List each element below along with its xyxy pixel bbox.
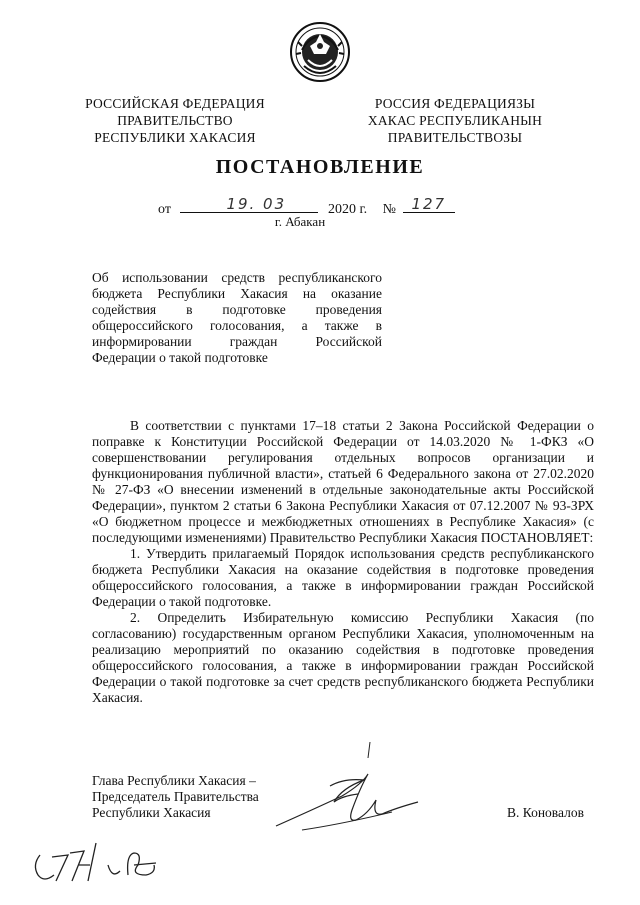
- handwritten-scribble: [30, 835, 170, 890]
- subject-block: [92, 270, 382, 366]
- header-right-line-1: РОССИЯ ФЕДЕРАЦИЯЗЫ: [374, 96, 536, 111]
- header-left-line-1: РОССИЙСКАЯ ФЕДЕРАЦИЯ: [85, 96, 265, 111]
- subject-line: Федерации о такой подготовке: [92, 350, 268, 365]
- number-sign: №: [382, 202, 396, 217]
- subject-line: содействия в подготовке проведения: [92, 302, 382, 317]
- signatory-name: В. Коновалов: [507, 805, 584, 820]
- signatory-position-line: Глава Республики Хакасия –: [92, 773, 256, 788]
- number-handwritten: 127: [411, 195, 447, 213]
- body-text: [92, 418, 594, 706]
- header-right: [350, 95, 560, 146]
- header-right-line-3: ПРАВИТЕЛЬСТВОЗЫ: [387, 130, 523, 145]
- preamble-paragraph: В соответствии с пунктами 17–18 статьи 2 Закона Российской Федерации о поправке к Конституции Российской Федерации от 14.03.2020 № 1-ФКЗ «О совершенствовании регулирования отдельных вопросов организации и функционирования публичной власти», статьей 6 Федерального закона от 27.02.2020 № 27-ФЗ «О внесении изменений в отдельные законодательные акты Российской Федерации», пунктом 2 статьи 6 Закона Республики Хакасия от 07.12.2007 № 93-ЗРХ «О бюджетном процессе и межбюджетных отношениях в Республике Хакасия» (с последующими изменениями) Правительство Республики Хакасия ПОСТАНОВЛЯЕТ:: [92, 418, 594, 545]
- year-label: 2020 г.: [327, 202, 368, 217]
- signatory-position-line: Председатель Правительства: [92, 789, 259, 804]
- number-blank: [403, 195, 455, 213]
- subject-line: общероссийского голосования, а также в: [92, 318, 382, 333]
- signatory-position: [92, 773, 259, 821]
- subject-line: информировании граждан Российской: [92, 334, 382, 349]
- coat-of-arms-icon: [288, 20, 352, 84]
- header-right-line-2: ХАКАС РЕСПУБЛИКАНЫН: [367, 113, 543, 128]
- date-blank: [180, 195, 318, 213]
- header-left-line-3: РЕСПУБЛИКИ ХАКАСИЯ: [94, 130, 256, 145]
- handwritten-signature: [272, 738, 422, 848]
- signatory-position-line: Республики Хакасия: [92, 805, 211, 820]
- item-1-paragraph: 1. Утвердить прилагаемый Порядок использования средств республиканского бюджета Республики Хакасия на оказание содействия в подготовке проведения общероссийского голосования, а также в информировании граждан Российской Федерации о такой подготовке.: [92, 546, 594, 609]
- subject-line: бюджета Республики Хакасия на оказание: [92, 286, 382, 301]
- from-label: от: [158, 202, 171, 217]
- header-left: [70, 95, 280, 146]
- city: г. Абакан: [274, 214, 326, 229]
- date-handwritten: 19. 03: [226, 195, 287, 213]
- header-left-line-2: ПРАВИТЕЛЬСТВО: [117, 113, 233, 128]
- item-2-paragraph: 2. Определить Избирательную комиссию Республики Хакасия (по согласованию) государственным органом Республики Хакасия, уполномоченным на реализацию мероприятий по оказанию содействия в подготовке проведения общероссийского голосования, а также в информировании граждан Российской Федерации о такой подготовке за счет средств республиканского бюджета Республики Хакасия.: [92, 610, 594, 705]
- document-title: ПОСТАНОВЛЕНИЕ: [215, 156, 425, 178]
- subject-line: Об использовании средств республиканского: [92, 270, 382, 285]
